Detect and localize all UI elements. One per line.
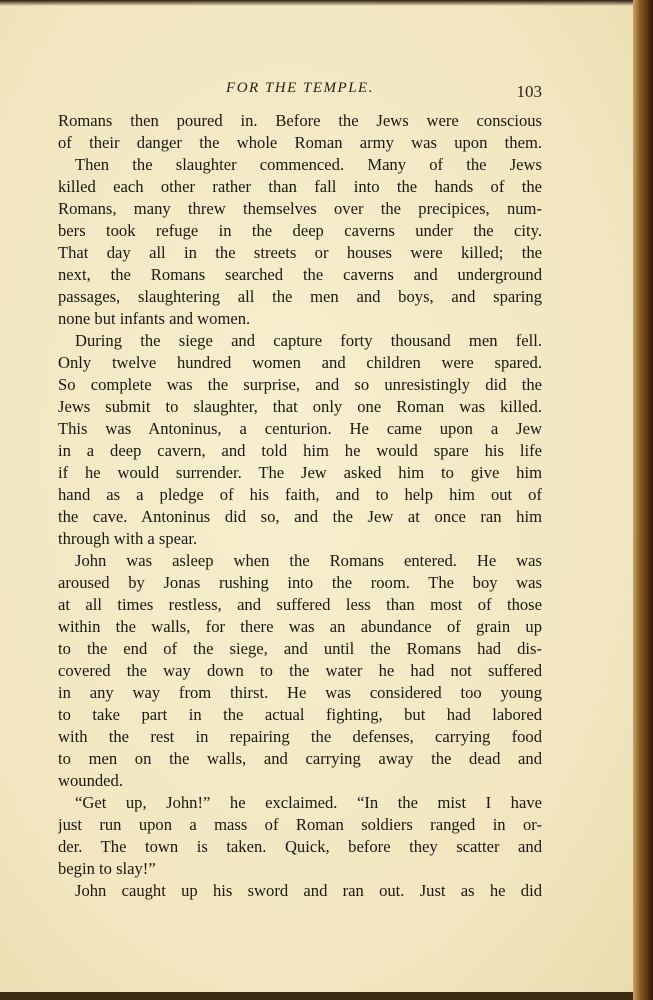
- text-line: begin to slay!”: [58, 859, 156, 878]
- text-line: der. The town is taken. Quick, before they scatter and: [58, 837, 542, 856]
- text-line: bers took refuge in the deep caverns under the city.: [58, 221, 542, 240]
- text-line: wounded.: [58, 771, 123, 790]
- text-line: Romans, many threw themselves over the precipices, num-: [58, 199, 542, 218]
- text-line: to men on the walls, and carrying away the dead and: [58, 749, 542, 768]
- text-line: in a deep cavern, and told him he would spare his life: [58, 441, 542, 460]
- text-line: to the end of the siege, and until the Romans had dis-: [58, 639, 542, 658]
- text-line: Only twelve hundred women and children were spared.: [58, 353, 542, 372]
- text-line: through with a spear.: [58, 529, 198, 548]
- page-top-shadow: [0, 0, 653, 6]
- text-line: During the siege and capture forty thousand men fell.: [75, 331, 542, 350]
- text-line: next, the Romans searched the caverns and underground: [58, 265, 542, 284]
- page-header: [58, 80, 542, 104]
- text-line: covered the way down to the water he had not suffered: [58, 661, 542, 680]
- text-line: to take part in the actual fighting, but had labored: [58, 705, 542, 724]
- text-line: That day all in the streets or houses were killed; the: [58, 243, 542, 262]
- text-line: just run upon a mass of Roman soldiers ranged in or-: [58, 815, 542, 834]
- text-line: of their danger the whole Roman army was upon them.: [58, 133, 542, 152]
- text-line: So complete was the surprise, and so unresistingly did the: [58, 375, 542, 394]
- text-line: hand as a pledge of his faith, and to help him out of: [58, 485, 542, 504]
- body-text: [58, 110, 542, 902]
- text-line: if he would surrender. The Jew asked him to give him: [58, 463, 542, 482]
- text-line: none but infants and women.: [58, 309, 251, 328]
- text-line: Romans then poured in. Before the Jews were conscious: [58, 111, 542, 130]
- text-line: John was asleep when the Romans entered. He was: [75, 551, 542, 570]
- text-line: within the walls, for there was an abundance of grain up: [58, 617, 542, 636]
- text-line: John caught up his sword and ran out. Just as he did: [75, 881, 542, 900]
- page-number: 103: [516, 82, 542, 101]
- text-line: This was Antoninus, a centurion. He came upon a Jew: [58, 419, 542, 438]
- text-line: Then the slaughter commenced. Many of the Jews: [75, 155, 542, 174]
- book-spine-edge: [633, 0, 653, 1000]
- text-line: in any way from thirst. He was considered too young: [58, 683, 542, 702]
- running-title: FOR THE TEMPLE.: [226, 80, 374, 96]
- text-line: the cave. Antoninus did so, and the Jew at once ran him: [58, 507, 542, 526]
- text-line: aroused by Jonas rushing into the room. The boy was: [58, 573, 542, 592]
- text-line: Jews submit to slaughter, that only one Roman was killed.: [58, 397, 542, 416]
- text-line: “Get up, John!” he exclaimed. “In the mist I have: [75, 793, 542, 812]
- text-line: at all times restless, and suffered less than most of those: [58, 595, 542, 614]
- text-line: killed each other rather than fall into the hands of the: [58, 177, 542, 196]
- text-line: with the rest in repairing the defenses, carrying food: [58, 727, 542, 746]
- text-line: passages, slaughtering all the men and boys, and sparing: [58, 287, 542, 306]
